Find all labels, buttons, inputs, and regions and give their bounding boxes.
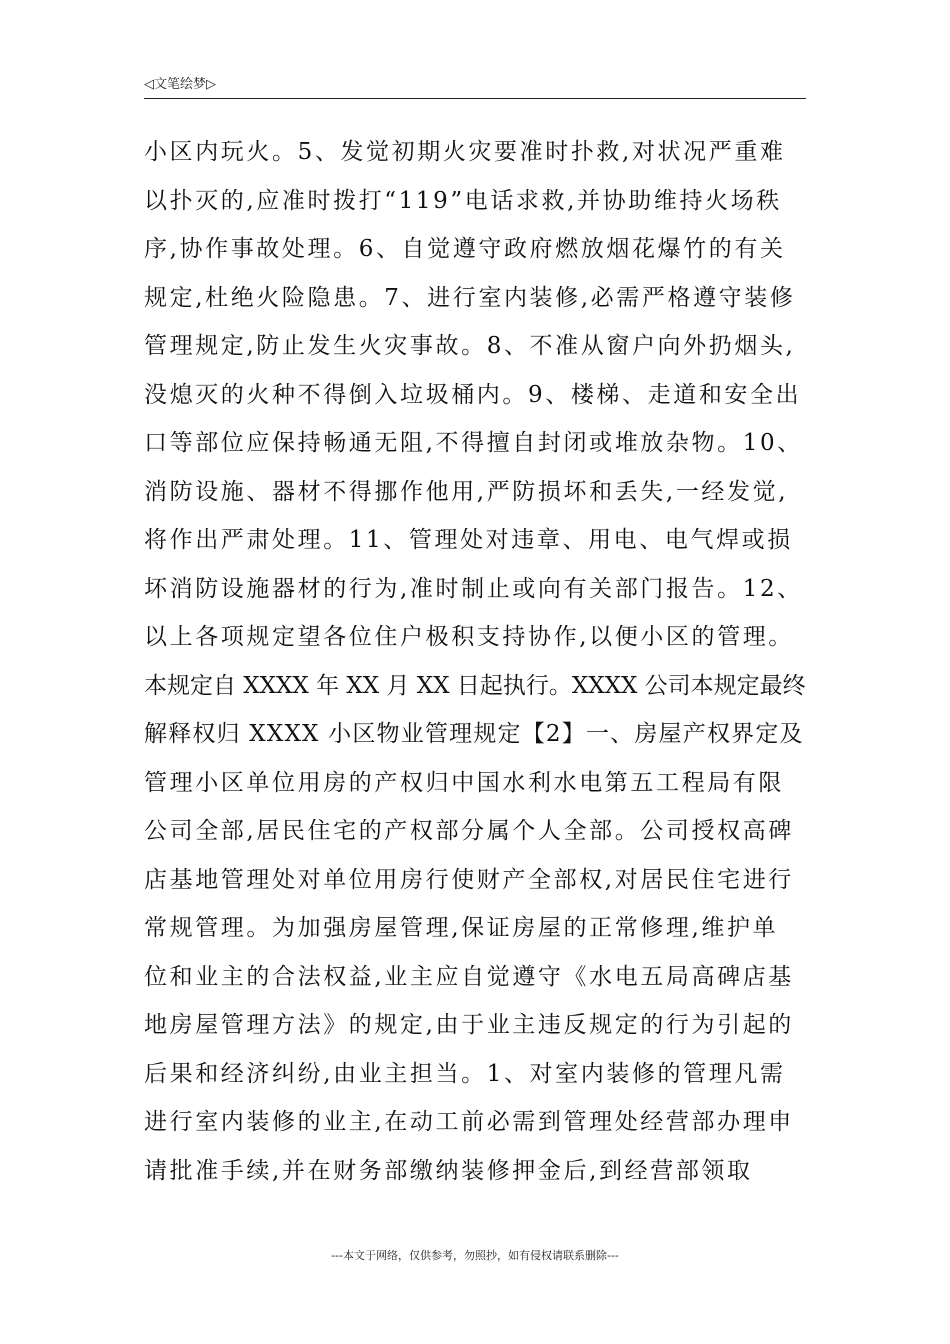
text-line: 消防设施、器材不得挪作他用,严防损坏和丢失,一经发觉,	[144, 478, 789, 505]
text-line: 小区内玩火。5、发觉初期火灾要准时扑救,对状况严重难	[144, 139, 786, 165]
text-line: 公司全部,居民住宅的产权部分属个人全部。公司授权高碑	[144, 818, 794, 844]
text-line: 没熄灭的火种不得倒入垃圾桶内。9、楼梯、走道和安全出	[144, 381, 802, 408]
text-line: 店基地管理处对单位用房行使财产全部权,对居民住宅进行	[144, 866, 794, 893]
text-line: 进行室内装修的业主,在动工前必需到管理处经营部办理申	[144, 1109, 794, 1135]
text-line: 管理规定,防止发生火灾事故。8、不准从窗户向外扔烟头,	[144, 333, 796, 359]
text-line: 管理小区单位用房的产权归中国水利水电第五工程局有限	[144, 769, 784, 796]
text-line: 坏消防设施器材的行为,准时制止或向有关部门报告。12、	[144, 575, 803, 602]
text-line: 以扑灭的,应准时拨打“119”电话求救,并协助维持火场秩	[144, 187, 782, 214]
text-line: 口等部位应保持畅通无阻,不得擅自封闭或堆放杂物。10、	[144, 430, 803, 456]
text-line: 解释权归 XXXX 小区物业管理规定【2】一、房屋产权界定及	[144, 721, 804, 747]
text-line: 将作出严肃处理。11、管理处对违章、用电、电气焊或损	[144, 527, 793, 553]
text-line: 规定,杜绝火险隐患。7、进行室内装修,必需严格遵守装修	[144, 284, 796, 311]
header-title: ◁文笔绘梦▷	[144, 77, 216, 92]
document-body	[144, 128, 806, 1195]
text-line: 后果和经济纠纷,由业主担当。1、对室内装修的管理凡需	[144, 1060, 786, 1087]
text-line: 位和业主的合法权益,业主应自觉遵守《水电五局高碑店基	[144, 963, 794, 990]
text-line: 本规定自 XXXX 年 XX 月 XX 日起执行。XXXX 公司本规定最终	[144, 672, 806, 699]
footer-notice: ---本文于网络，仅供参考，勿照抄，如有侵权请联系删除---	[331, 1249, 619, 1262]
text-line: 请批准手续,并在财务部缴纳装修押金后,到经营部领取	[144, 1157, 753, 1184]
page-header	[144, 76, 806, 99]
text-line: 序,协作事故处理。6、自觉遵守政府燃放烟花爆竹的有关	[144, 236, 786, 262]
text-line: 地房屋管理方法》的规定,由于业主违反规定的行为引起的	[144, 1012, 794, 1038]
text-line: 常规管理。为加强房屋管理,保证房屋的正常修理,维护单	[144, 915, 779, 941]
text-line: 以上各项规定望各位住户极积支持协作,以便小区的管理。	[144, 624, 794, 650]
